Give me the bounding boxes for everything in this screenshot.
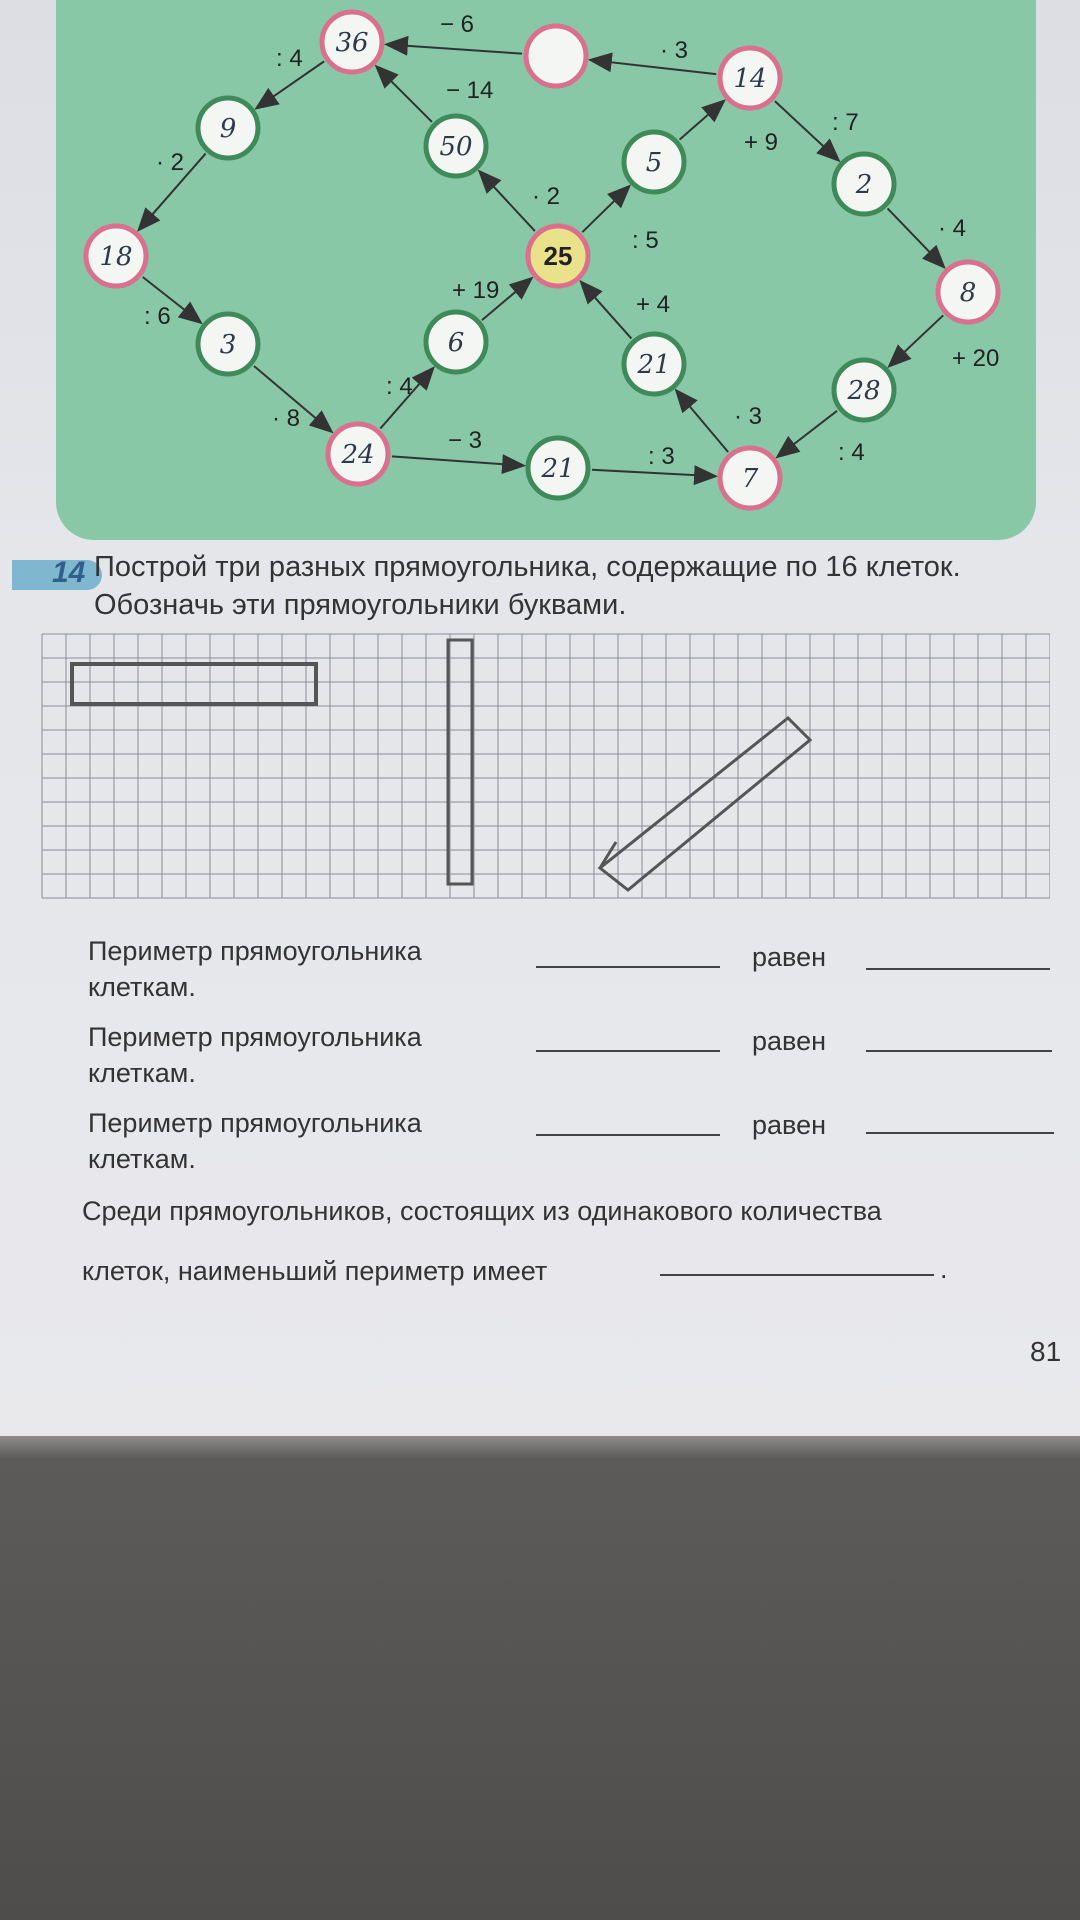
graph-node-value: 2 <box>855 170 873 200</box>
graph-edge-label: · 2 <box>532 183 561 210</box>
conclusion-line-1: Среди прямоугольников, состоящих из одинакового количества <box>82 1196 882 1226</box>
graph-node-circle <box>720 48 780 108</box>
answer-3-tail: клеткам. <box>88 1144 196 1174</box>
graph-edge-label: · 2 <box>156 149 185 176</box>
graph-edge-arrow <box>680 102 723 140</box>
graph-edge-arrow <box>890 315 943 365</box>
conclusion-period: . <box>940 1254 948 1284</box>
graph-node-circle <box>720 448 780 508</box>
conclusion-line-2: клеток, наименьший периметр имеет <box>82 1256 548 1286</box>
graph-edge-arrow <box>677 392 728 452</box>
graph-node-value: 7 <box>741 464 759 494</box>
graph-edge-label: : 5 <box>632 227 659 254</box>
answer-1-letter-blank[interactable] <box>536 966 720 968</box>
graph-edge-label: : 6 <box>144 303 171 330</box>
drawn-rectangle-diagonal <box>600 718 810 890</box>
drawn-arrow-stroke <box>600 842 616 868</box>
graph-node-value: 9 <box>219 114 237 144</box>
graph-edge-arrow <box>888 208 943 266</box>
answer-1-mid: равен <box>752 942 826 972</box>
graph-edge-label: + 19 <box>452 277 500 304</box>
graph-edge-label: : 7 <box>832 109 859 136</box>
squared-grid[interactable] <box>40 632 1050 904</box>
graph-node-value: 50 <box>439 132 473 162</box>
graph-edge-label: − 14 <box>446 77 494 104</box>
drawn-rectangle-horizontal <box>72 664 316 704</box>
graph-node-value: 18 <box>99 242 133 272</box>
graph-edge-arrow <box>377 67 432 122</box>
answer-2-tail: клеткам. <box>88 1058 196 1088</box>
graph-node-value: 5 <box>645 148 663 178</box>
graph-edge-arrow <box>592 60 716 74</box>
graph-edge-label: + 4 <box>636 291 671 318</box>
graph-edge-arrow <box>388 44 522 53</box>
graph-edge-label: · 3 <box>660 37 689 64</box>
graph-edge-arrow <box>775 101 838 159</box>
graph-node-value: 21 <box>541 454 575 484</box>
graph-node-circle <box>834 360 894 420</box>
graph-node-value: 28 <box>847 376 881 406</box>
graph-edge-label: + 9 <box>744 129 779 156</box>
answer-2-label: Периметр прямоугольника <box>88 1022 422 1052</box>
graph-node-value: 24 <box>341 440 375 470</box>
page-number: 81 <box>1030 1336 1062 1367</box>
task-number: 14 <box>52 556 86 589</box>
graph-node-circle <box>426 116 486 176</box>
graph-edge-arrow <box>480 172 534 231</box>
graph-node-value: 21 <box>637 350 671 380</box>
graph-node-circle <box>938 262 998 322</box>
graph-node-circle <box>528 226 588 286</box>
graph-edge-arrow <box>582 187 628 232</box>
operation-graph <box>0 0 1080 540</box>
page-edge-shadow <box>0 1436 1080 1460</box>
graph-edge-label: − 6 <box>440 11 475 38</box>
graph-node-value: 14 <box>733 64 767 94</box>
graph-node-value: 6 <box>447 328 465 358</box>
table-surface <box>0 1460 1080 1920</box>
graph-node-circle <box>198 314 258 374</box>
graph-edge-label: · 3 <box>734 403 763 430</box>
graph-node-circle <box>322 12 382 72</box>
graph-edge-label: : 4 <box>838 439 865 466</box>
answer-2-letter-blank[interactable] <box>536 1050 720 1052</box>
graph-edge-label: : 3 <box>648 443 675 470</box>
answer-2-mid: равен <box>752 1026 826 1056</box>
answer-3-letter-blank[interactable] <box>536 1134 720 1136</box>
graph-node-circle <box>624 132 684 192</box>
graph-node-value: 8 <box>959 278 977 308</box>
graph-edge-label: · 4 <box>938 215 967 242</box>
graph-edge-label: · 8 <box>272 405 301 432</box>
graph-edge-arrow <box>392 456 522 465</box>
graph-edge-arrow <box>592 470 714 476</box>
answer-3-value-blank[interactable] <box>866 1132 1054 1134</box>
graph-node-circle <box>834 154 894 214</box>
graph-edge-label: + 20 <box>952 345 1000 372</box>
graph-node-circle <box>528 438 588 498</box>
answer-1-label: Периметр прямоугольника <box>88 936 422 966</box>
graph-node-value: 36 <box>335 28 369 58</box>
graph-node-circle <box>624 334 684 394</box>
graph-node-value: 25 <box>543 241 573 271</box>
answer-2-value-blank[interactable] <box>866 1050 1052 1052</box>
graph-edge-arrow <box>582 283 631 339</box>
answer-3-mid: равен <box>752 1110 826 1140</box>
graph-node-circle <box>86 226 146 286</box>
graph-edge-arrow <box>778 411 837 456</box>
graph-node-value: 3 <box>219 330 237 360</box>
drawn-rectangle-vertical <box>448 640 472 884</box>
answer-1-tail: клеткам. <box>88 972 196 1002</box>
graph-edge-label: − 3 <box>448 427 483 454</box>
graph-node-circle <box>198 98 258 158</box>
graph-node-circle[interactable] <box>526 26 586 86</box>
answer-3-label: Периметр прямоугольника <box>88 1108 422 1138</box>
answer-1-value-blank[interactable] <box>866 968 1050 970</box>
graph-edge-label: : 4 <box>276 45 303 72</box>
graph-edge-label: : 4 <box>386 373 413 400</box>
conclusion-blank[interactable] <box>660 1274 934 1276</box>
graph-node-circle <box>426 312 486 372</box>
graph-node-circle <box>328 424 388 484</box>
task-instruction: Построй три разных прямоугольника, содержащие по 16 клеток. Обозначь эти прямоугольники буквами. <box>94 551 961 621</box>
